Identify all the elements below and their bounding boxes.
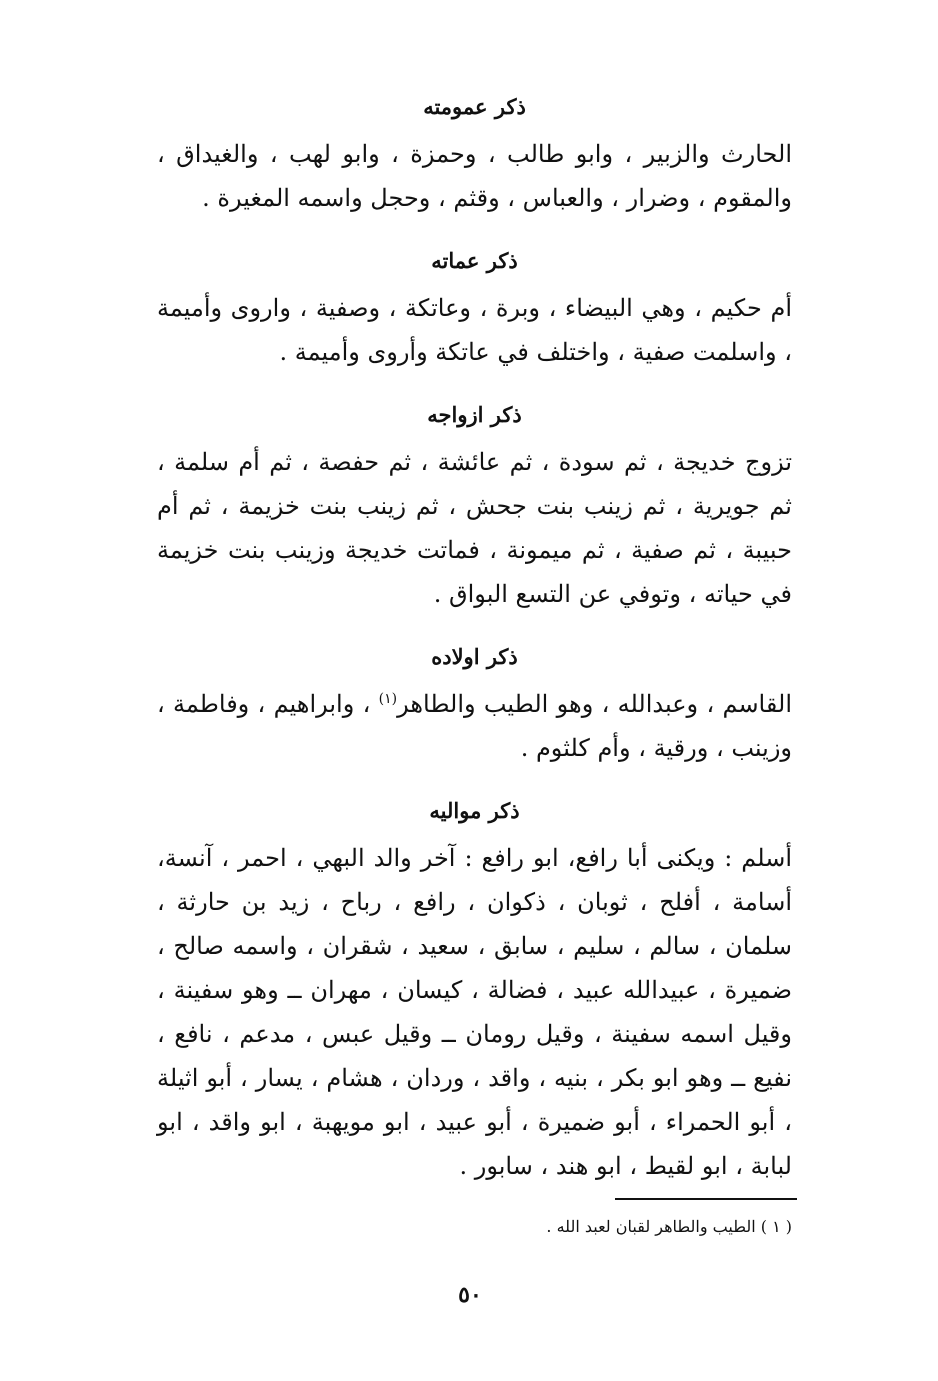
section-title: ذكر اولاده <box>431 644 518 669</box>
section-body <box>157 682 792 770</box>
section-title: ذكر عمومته <box>423 94 526 119</box>
section-title: ذكر مواليه <box>429 798 520 823</box>
section-body: الحارث والزبير ، وابو طالب ، وحمزة ، وابو لهب ، والغيداق ، والمقوم ، وضرار ، والعباس ، وقثم ، وحجل واسمه المغيرة . <box>157 140 792 212</box>
footnote-marker: (١) <box>378 691 398 707</box>
section-title: ذكر ازواجه <box>427 402 522 427</box>
section-aunts <box>157 246 792 374</box>
footnote-divider <box>615 1198 797 1200</box>
footnote: ( ١ ) الطيب والطاهر لقبان لعبد الله . <box>546 1217 792 1236</box>
section-body: أم حكيم ، وهي البيضاء ، وبرة ، وعاتكة ، وصفية ، واروى وأميمة ، واسلمت صفية ، واختلف في عاتكة وأروى وأميمة . <box>157 294 792 366</box>
section-body: تزوج خديجة ، ثم سودة ، ثم عائشة ، ثم حفصة ، ثم أم سلمة ، ثم جويرية ، ثم زينب بنت جحش ، ثم زينب بنت خزيمة ، ثم أم حبيبة ، ثم صفية ، ثم ميمونة ، فماتت خديجة وزينب بنت خزيمة في حياته ، وتوفي عن التسع البواق . <box>157 448 792 608</box>
page-content <box>157 92 792 1214</box>
section-body: أسلم : ويكنى أبا رافع، ابو رافع : آخر والد البهي ، احمر ، آنسة، أسامة ، أفلح ، ثوبان ، ذكوان ، رافع ، رباح ، زيد بن حارثة ، سلمان ، سالم ، سليم ، سابق ، سعيد ، شقران ، واسمه صالح ، ضميرة ، عبيدالله عبيد ، فضالة ، كيسان ، مهران ــ وهو سفينة ، وقيل اسمه سفينة ، وقيل رومان ــ وقيل عبس ، مدعم ، نافع ، نفيع ــ وهو ابو بكر ، بنيه ، واقد ، وردان ، هشام ، يسار ، أبو اثيلة ، أبو الحمراء ، أبو ضميرة ، أبو عبيد ، ابو مويهبة ، ابو واقد ، ابو لبابة ، ابو لقيط ، ابو هند ، سابور . <box>157 844 792 1180</box>
section-title: ذكر عماته <box>431 248 518 273</box>
section-uncles <box>157 92 792 220</box>
page-number: ٥٠ <box>458 1282 482 1308</box>
section-children <box>157 642 792 770</box>
section-body-text: ، وابراهيم ، وفاطمة ، وزينب ، ورقية ، وأم كلثوم . <box>157 690 792 762</box>
section-wives <box>157 400 792 616</box>
section-freedmen <box>157 796 792 1188</box>
section-body-text: القاسم ، وعبدالله ، وهو الطيب والطاهر <box>397 690 792 718</box>
